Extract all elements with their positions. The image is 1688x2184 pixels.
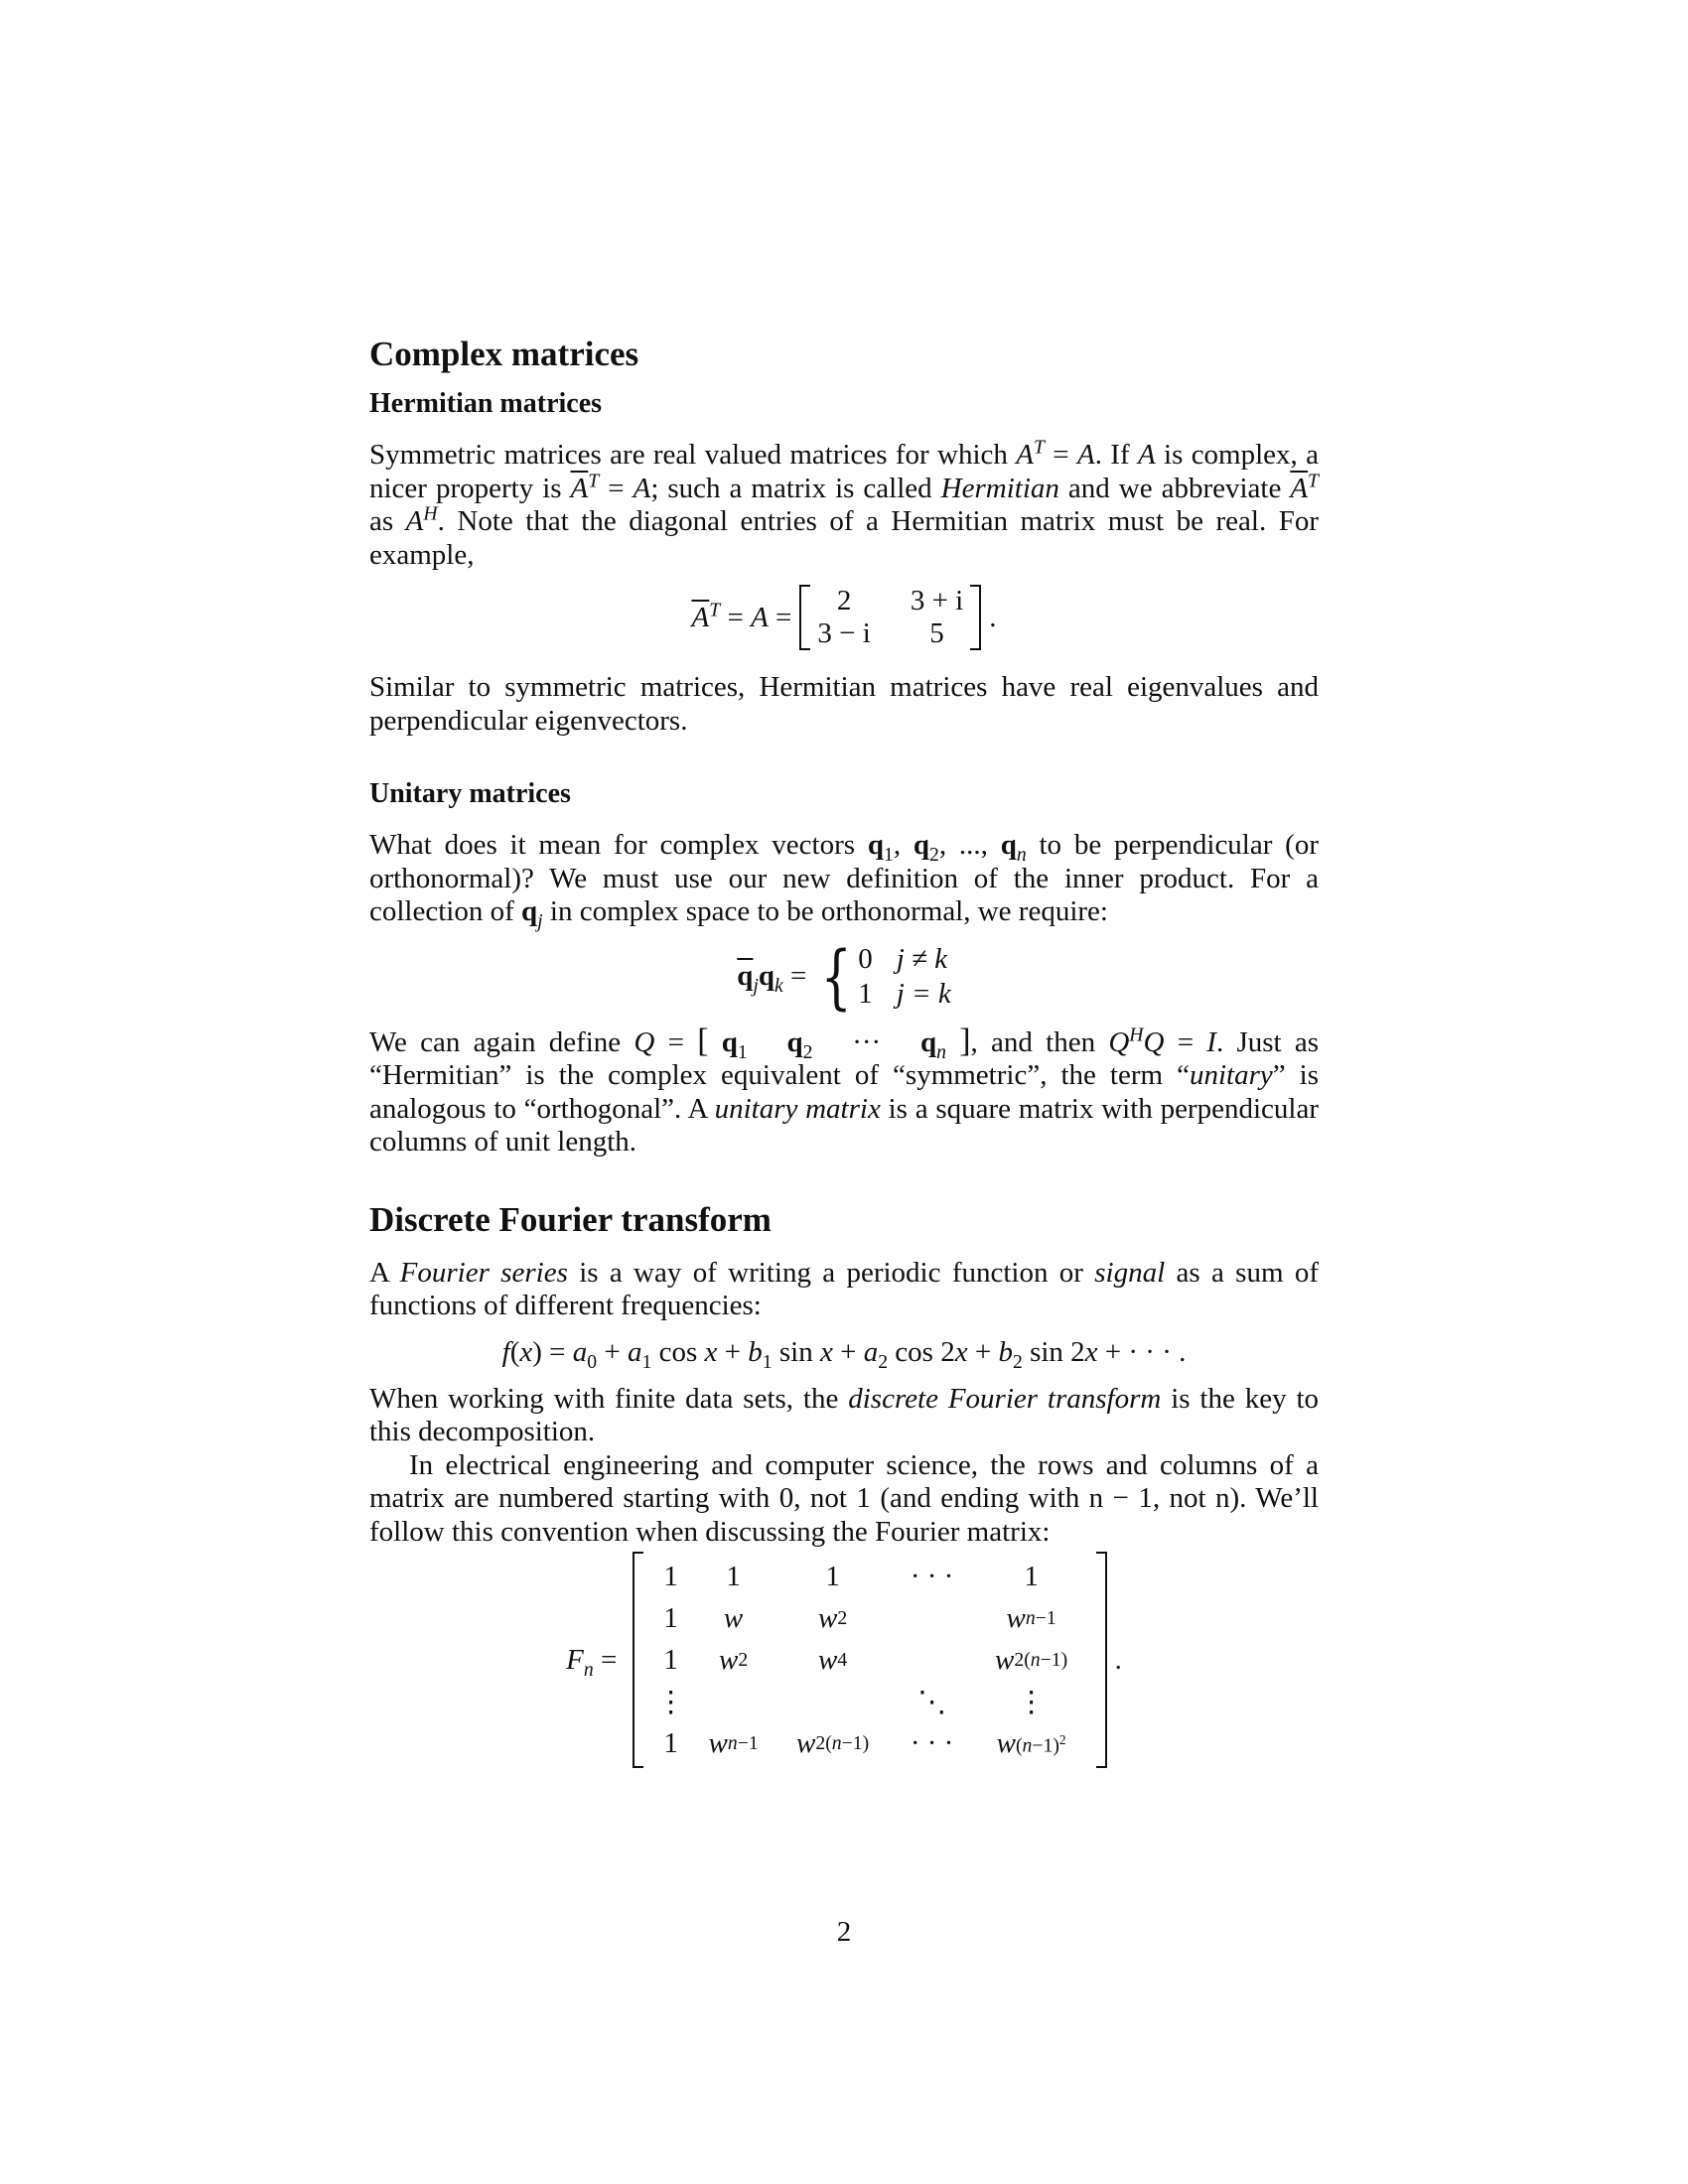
hermitian-eigen-paragraph: Similar to symmetric matrices, Hermitian matrices have real eigenvalues and perpendicular eigenvectors. — [369, 671, 1319, 737]
term-dft: discrete Fourier transform — [848, 1382, 1162, 1415]
term-fourier-series: Fourier series — [399, 1256, 568, 1289]
hermitian-paragraph: Symmetric matrices are real valued matrices for which $A^T = A$. If A is complex, a nicer property is $\overline{A}^T = A$; such a matrix is called Hermitian and we abbreviate $\overline{A}^T$ as $A^H$. Note that the diagonal entries of a Hermitian matrix must be real. For example, — [369, 436, 1320, 571]
fourier-matrix: 1 1 1 · · · 1 1 w w 2 w n −1 1 w 2 w 4 w 2(n−1) ⋮ ⋱ ⋮ 1 w n−1 w 2(n−1) · · · w $(n-1)^2$ — [633, 1552, 1107, 1768]
term-signal: signal — [1094, 1256, 1166, 1289]
cases-brace: { 0 j ≠ k 1 j = k — [820, 935, 951, 1018]
term-unitary: unitary — [1189, 1059, 1273, 1091]
hermitian-example-equation: $\overline{A}^T$ = A = 2 3 + i 3 − i 5 . — [691, 585, 997, 649]
fourier-series-equation: $f(x) = a_0 + a_1$ $\cos x + b_1$ $\sin x + a_2$ $\cos 2x + b_2$ sin 2x + · · · . — [501, 1336, 1187, 1373]
unitary-definition-paragraph: We can again define Q = [ $q_1$ $q_2$ ··· $q_n$ ], and then $Q^HQ = I$. Just as “Hermitian” is the complex equivalent of “symmetric”, the term “unitary” is analogous to “orthogonal”. A unitary matrix is a square matrix with perpendicular columns of unit length. — [369, 1022, 1319, 1158]
page-number: 2 — [836, 1916, 852, 1948]
page-content — [369, 334, 1319, 1759]
fourier-matrix-equation: $F_n$ = 1 1 1 · · · 1 1 w w 2 w n −1 1 w 2 w 4 w 2(n−1) ⋮ ⋱ ⋮ 1 w n−1 w 2(n−1) · · · w $(n-1)^2$ . — [369, 1561, 1319, 1759]
section-title-dft: Discrete Fourier transform — [369, 1199, 772, 1239]
unitary-paragraph: What does it mean for complex vectors $q_1$, $q_2$, ..., $q_n$ to be perpendicular (or orthonormal)? We must use our new definition of the inner product. For a collection of $q_j$ in complex space to be orthonormal, we require: — [369, 829, 1319, 932]
dft-intro-paragraph: When working with finite data sets, the discrete Fourier transform is the key to this decomposition. — [369, 1382, 1320, 1447]
term-unitary-matrix: unitary matrix — [714, 1092, 881, 1125]
subsection-title-unitary: Unitary matrices — [369, 778, 571, 809]
section-title-complex-matrices: Complex matrices — [369, 335, 639, 373]
term-hermitian: Hermitian — [940, 472, 1059, 504]
subsection-title-hermitian: Hermitian matrices — [369, 388, 603, 419]
numbering-convention-paragraph: In electrical engineering and computer science, the rows and columns of a matrix are numbered starting with 0, not 1 (and ending with n − 1, not n). We’ll follow this convention when discussing the Fourier matrix: — [369, 1448, 1319, 1548]
fourier-series-paragraph: A Fourier series is a way of writing a periodic function or signal as a sum of functions of different frequencies: — [369, 1256, 1319, 1321]
hermitian-example-matrix: 2 3 + i 3 − i 5 — [799, 585, 981, 650]
orthonormal-condition-equation: $\overline{q}_jq_k$ = { 0 j ≠ k 1 j = k — [737, 935, 951, 1018]
